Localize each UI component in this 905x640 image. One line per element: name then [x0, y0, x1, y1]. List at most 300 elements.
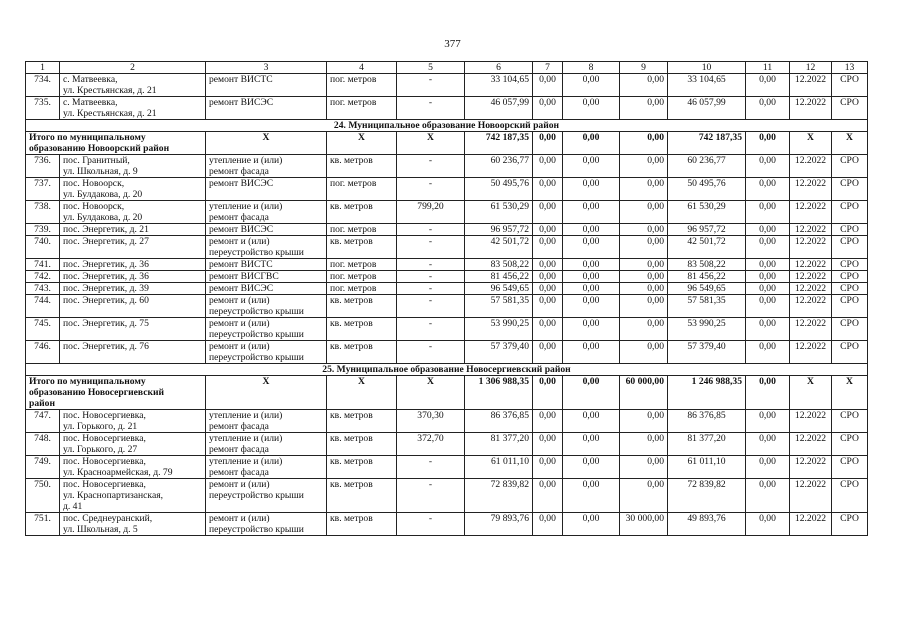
table-cell — [60, 97, 206, 120]
table-cell — [60, 283, 206, 295]
table-cell — [746, 224, 790, 236]
table-cell — [465, 479, 533, 513]
table-cell — [206, 155, 327, 178]
cell-line: ул. Краснопартизанская, — [63, 490, 164, 501]
cell-line: 744. — [34, 295, 51, 306]
cell-line: д. 41 — [63, 501, 83, 512]
table-cell — [746, 155, 790, 178]
cell-line: 0,00 — [647, 318, 664, 329]
cell-line: 57 379,40 — [490, 341, 529, 352]
table-cell — [26, 97, 60, 120]
cell-line: 0,00 — [539, 236, 556, 247]
cell-line: 57 581,35 — [490, 295, 529, 306]
cell-line: 0,00 — [647, 74, 664, 85]
cell-line: 0,00 — [539, 456, 556, 467]
total-label — [26, 376, 206, 410]
cell-line: 743. — [34, 283, 51, 294]
cell-line: пог. метров — [330, 224, 377, 235]
cell-line: Х — [358, 376, 365, 387]
header-cell: 7 — [533, 62, 563, 74]
table-row — [26, 97, 868, 120]
table-cell — [790, 318, 832, 341]
cell-line: переустройство крыши — [209, 247, 304, 258]
table-cell — [620, 513, 668, 536]
cell-line: СРО — [840, 433, 859, 444]
table-cell — [563, 410, 620, 433]
table-cell — [26, 74, 60, 97]
table-cell — [620, 201, 668, 224]
cell-line: - — [428, 236, 433, 247]
table-cell — [60, 74, 206, 97]
table-cell — [746, 259, 790, 271]
table-cell — [397, 295, 465, 318]
table-cell — [832, 271, 868, 283]
cell-line: СРО — [840, 283, 859, 294]
cell-line: пос. Новосергиевка, — [63, 456, 146, 467]
table-cell — [832, 178, 868, 201]
cell-line: 12.2022 — [794, 295, 827, 306]
cell-line: 0,00 — [539, 433, 556, 444]
cell-line: кв. метров — [330, 456, 373, 467]
cell-line: 60 236,77 — [490, 155, 529, 166]
cell-line: район — [29, 398, 55, 409]
cell-line: 751. — [34, 513, 51, 524]
cell-line: пог. метров — [330, 178, 377, 189]
cell-line: пос. Новоорск, — [63, 178, 125, 189]
cell-line: утепление и (или) — [209, 410, 283, 421]
cell-line: 1 246 988,35 — [691, 376, 742, 387]
table-cell — [206, 224, 327, 236]
table-cell — [563, 295, 620, 318]
cell-line: пог. метров — [330, 283, 377, 294]
section-heading-row — [26, 364, 868, 376]
table-cell — [465, 259, 533, 271]
cell-line: ремонт фасада — [209, 166, 269, 177]
table-cell — [533, 479, 563, 513]
table-cell — [620, 97, 668, 120]
cell-line: 742 187,35 — [698, 132, 742, 143]
cell-line: 30 000,00 — [625, 513, 664, 524]
cell-line: 53 990,25 — [687, 318, 726, 329]
cell-line: СРО — [840, 479, 859, 490]
cell-line: 0,00 — [647, 479, 664, 490]
header-cell: 12 — [790, 62, 832, 74]
table-row — [26, 178, 868, 201]
cell-line: 0,00 — [582, 433, 600, 444]
table-cell — [668, 513, 746, 536]
cell-line: 0,00 — [647, 433, 664, 444]
table-cell — [563, 178, 620, 201]
table-cell — [563, 318, 620, 341]
cell-line: 0,00 — [647, 201, 664, 212]
cell-line: 745. — [34, 318, 51, 329]
table-cell — [533, 283, 563, 295]
cell-line: 738. — [34, 201, 51, 212]
total-cell — [327, 132, 397, 155]
table-cell — [620, 456, 668, 479]
table-cell — [790, 513, 832, 536]
table-cell — [465, 224, 533, 236]
table-cell — [563, 74, 620, 97]
table-cell — [465, 433, 533, 456]
table-cell — [668, 97, 746, 120]
cell-line: 0,00 — [582, 376, 600, 387]
total-cell — [563, 132, 620, 155]
table-cell — [832, 97, 868, 120]
table-cell — [60, 410, 206, 433]
table-cell — [790, 178, 832, 201]
cell-line: СРО — [840, 155, 859, 166]
table-cell — [563, 433, 620, 456]
table-cell — [832, 259, 868, 271]
table-cell — [397, 224, 465, 236]
cell-line: кв. метров — [330, 341, 373, 352]
total-cell — [620, 132, 668, 155]
total-cell — [533, 376, 563, 410]
cell-line: ремонт и (или) — [209, 341, 270, 352]
table-cell — [832, 410, 868, 433]
cell-line: 81 456,22 — [687, 271, 726, 282]
table-cell — [60, 271, 206, 283]
total-cell — [397, 132, 465, 155]
cell-line: ремонт и (или) — [209, 236, 270, 247]
table-row — [26, 224, 868, 236]
cell-line: 0,00 — [539, 295, 556, 306]
table-cell — [327, 456, 397, 479]
header-cell: 8 — [563, 62, 620, 74]
cell-line: утепление и (или) — [209, 456, 283, 467]
table-cell — [26, 155, 60, 178]
cell-line: 0,00 — [647, 456, 664, 467]
cell-line: 0,00 — [539, 410, 556, 421]
table-cell — [465, 271, 533, 283]
cell-line: 0,00 — [759, 236, 776, 247]
table-cell — [563, 236, 620, 259]
table-cell — [668, 283, 746, 295]
cell-line: 0,00 — [759, 513, 776, 524]
header-cell: 11 — [746, 62, 790, 74]
table-cell — [60, 479, 206, 513]
cell-line: утепление и (или) — [209, 155, 283, 166]
cell-line: 0,00 — [647, 224, 664, 235]
cell-line: 61 530,29 — [687, 201, 726, 212]
cell-line: Х — [846, 376, 853, 387]
table-cell — [465, 201, 533, 224]
cell-line: 0,00 — [539, 341, 556, 352]
table-cell — [206, 318, 327, 341]
cell-line: ремонт и (или) — [209, 318, 270, 329]
table-cell — [533, 513, 563, 536]
cell-line: 749. — [34, 456, 51, 467]
table-cell — [563, 97, 620, 120]
table-cell — [668, 479, 746, 513]
table-cell — [206, 410, 327, 433]
cell-line: 748. — [34, 433, 51, 444]
cell-line: 736. — [34, 155, 51, 166]
table-cell — [397, 236, 465, 259]
table-cell — [832, 283, 868, 295]
cell-line: 0,00 — [539, 224, 556, 235]
cell-line: переустройство крыши — [209, 352, 304, 363]
table-cell — [327, 236, 397, 259]
cell-line: 0,00 — [647, 178, 664, 189]
total-cell — [533, 132, 563, 155]
table-cell — [397, 155, 465, 178]
table-cell — [26, 295, 60, 318]
table-cell — [26, 479, 60, 513]
table-cell — [327, 155, 397, 178]
cell-line: 0,00 — [582, 132, 600, 143]
table-cell — [790, 295, 832, 318]
cell-line: пог. метров — [330, 74, 377, 85]
cell-line: 12.2022 — [794, 283, 827, 294]
cell-line: пос. Энергетик, д. 21 — [63, 224, 149, 235]
cell-line: 0,00 — [582, 236, 600, 247]
table-cell — [620, 295, 668, 318]
cell-line: утепление и (или) — [209, 433, 283, 444]
cell-line: Итого по муниципальному — [29, 132, 146, 143]
cell-line: СРО — [840, 513, 859, 524]
cell-line: 740. — [34, 236, 51, 247]
cell-line: ул. Школьная, д. 5 — [63, 524, 138, 535]
cell-line: ул. Крестьянская, д. 21 — [63, 85, 157, 96]
table-cell — [668, 318, 746, 341]
table-cell — [746, 236, 790, 259]
table-cell — [397, 178, 465, 201]
cell-line: пос. Энергетик, д. 60 — [63, 295, 149, 306]
table-cell — [397, 97, 465, 120]
table-cell — [60, 341, 206, 364]
table-cell — [533, 259, 563, 271]
table-cell — [465, 178, 533, 201]
cell-line: 0,00 — [759, 318, 776, 329]
cell-line: 81 377,20 — [490, 433, 529, 444]
cell-line: 83 508,22 — [687, 259, 726, 270]
table-body — [26, 62, 868, 536]
table-cell — [26, 513, 60, 536]
cell-line: Х — [262, 132, 270, 143]
cell-line: 0,00 — [582, 271, 600, 282]
table-cell — [746, 433, 790, 456]
cell-line: ремонт ВИСЭС — [209, 97, 274, 108]
table-cell — [397, 74, 465, 97]
cell-line: 79 893,76 — [490, 513, 529, 524]
cell-line: 1 306 988,35 — [478, 376, 529, 387]
table-cell — [465, 155, 533, 178]
table-cell — [533, 456, 563, 479]
table-cell — [397, 283, 465, 295]
cell-line: 0,00 — [647, 283, 664, 294]
cell-line: кв. метров — [330, 236, 373, 247]
cell-line: Итого по муниципальному — [29, 376, 146, 387]
table-cell — [746, 201, 790, 224]
table-cell — [60, 178, 206, 201]
cell-line: пос. Гранитный, — [63, 155, 130, 166]
cell-line: 0,00 — [539, 97, 556, 108]
table-cell — [206, 259, 327, 271]
cell-line: 737. — [34, 178, 51, 189]
table-cell — [206, 433, 327, 456]
cell-line: 12.2022 — [794, 201, 827, 212]
cell-line: 0,00 — [539, 201, 556, 212]
cell-line: 0,00 — [759, 479, 776, 490]
cell-line: 0,00 — [759, 376, 776, 387]
total-cell — [746, 132, 790, 155]
cell-line: с. Матвеевка, — [63, 97, 118, 108]
total-cell — [397, 376, 465, 410]
cell-line: 742. — [34, 271, 51, 282]
cell-line: СРО — [840, 295, 859, 306]
cell-line: 372,70 — [417, 433, 444, 444]
cell-line: ул. Булдакова, д. 20 — [63, 189, 143, 200]
table-cell — [206, 341, 327, 364]
cell-line: - — [428, 271, 433, 282]
cell-line: 12.2022 — [794, 155, 827, 166]
cell-line: СРО — [840, 97, 859, 108]
cell-line: образованию Новосергиевский — [29, 387, 165, 398]
cell-line: 0,00 — [647, 132, 664, 143]
cell-line: - — [428, 318, 433, 329]
cell-line: кв. метров — [330, 479, 373, 490]
table-cell — [327, 318, 397, 341]
table-cell — [563, 513, 620, 536]
cell-line: 49 893,76 — [687, 513, 726, 524]
cell-line: 50 495,76 — [490, 178, 529, 189]
table-cell — [533, 236, 563, 259]
table-cell — [465, 341, 533, 364]
total-cell — [206, 376, 327, 410]
table-cell — [790, 433, 832, 456]
table-cell — [327, 271, 397, 283]
cell-line: 0,00 — [582, 295, 600, 306]
table-cell — [327, 295, 397, 318]
section-heading: 24. Муниципальное образование Новоорский район — [26, 120, 868, 132]
cell-line: кв. метров — [330, 295, 373, 306]
cell-line: 0,00 — [582, 224, 600, 235]
table-cell — [746, 97, 790, 120]
cell-line: Х — [358, 132, 365, 143]
table-cell — [668, 201, 746, 224]
table-cell — [832, 456, 868, 479]
table-row — [26, 433, 868, 456]
table-row — [26, 283, 868, 295]
header-cell: 13 — [832, 62, 868, 74]
cell-line: ремонт и (или) — [209, 295, 270, 306]
total-cell — [746, 376, 790, 410]
table-cell — [26, 283, 60, 295]
cell-line: 57 581,35 — [687, 295, 726, 306]
table-cell — [465, 513, 533, 536]
header-cell: 3 — [206, 62, 327, 74]
table-cell — [620, 259, 668, 271]
total-cell — [832, 376, 868, 410]
table-cell — [746, 456, 790, 479]
table-cell — [832, 295, 868, 318]
table-row — [26, 341, 868, 364]
cell-line: ул. Крестьянская, д. 21 — [63, 108, 157, 119]
cell-line: 12.2022 — [794, 271, 827, 282]
table-cell — [620, 224, 668, 236]
table-row — [26, 259, 868, 271]
table-row — [26, 74, 868, 97]
table-cell — [60, 318, 206, 341]
cell-line: 0,00 — [759, 132, 776, 143]
cell-line: 12.2022 — [794, 433, 827, 444]
table-cell — [790, 155, 832, 178]
cell-line: Х — [807, 132, 814, 143]
cell-line: 746. — [34, 341, 51, 352]
cell-line: 0,00 — [539, 178, 556, 189]
total-cell — [465, 132, 533, 155]
cell-line: Х — [807, 376, 814, 387]
cell-line: 741. — [34, 259, 51, 270]
table-row — [26, 271, 868, 283]
header-cell: 1 — [26, 62, 60, 74]
table-cell — [26, 259, 60, 271]
table-cell — [563, 456, 620, 479]
cell-line: 0,00 — [647, 259, 664, 270]
cell-line: 0,00 — [759, 271, 776, 282]
header-cell: 6 — [465, 62, 533, 74]
cell-line: ремонт фасада — [209, 444, 269, 455]
table-cell — [746, 318, 790, 341]
cell-line: 61 011,10 — [490, 456, 529, 467]
table-cell — [832, 155, 868, 178]
cell-line: - — [428, 283, 433, 294]
section-heading: 25. Муниципальное образование Новосергиевский район — [26, 364, 868, 376]
cell-line: 0,00 — [539, 318, 556, 329]
total-cell — [206, 132, 327, 155]
cell-line: 86 376,85 — [490, 410, 529, 421]
cell-line: 0,00 — [647, 97, 664, 108]
cell-line: пос. Энергетик, д. 36 — [63, 259, 149, 270]
cell-line: ремонт ВИСЭС — [209, 178, 274, 189]
total-cell — [832, 132, 868, 155]
table-cell — [465, 97, 533, 120]
table-cell — [397, 318, 465, 341]
table-cell — [746, 513, 790, 536]
cell-line: - — [428, 155, 433, 166]
table-cell — [60, 201, 206, 224]
cell-line: 0,00 — [759, 456, 776, 467]
cell-line: 12.2022 — [794, 236, 827, 247]
table-cell — [746, 410, 790, 433]
table-cell — [668, 456, 746, 479]
cell-line: ул. Красноармейская, д. 79 — [63, 467, 173, 478]
table-cell — [327, 513, 397, 536]
table-cell — [533, 271, 563, 283]
table-cell — [465, 283, 533, 295]
table-cell — [790, 341, 832, 364]
table-cell — [790, 410, 832, 433]
cell-line: 72 839,82 — [687, 479, 726, 490]
cell-line: кв. метров — [330, 513, 373, 524]
table-row — [26, 456, 868, 479]
table-cell — [746, 178, 790, 201]
cell-line: 742 187,35 — [485, 132, 529, 143]
table-cell — [465, 236, 533, 259]
table-cell — [327, 410, 397, 433]
cell-line: 0,00 — [582, 201, 600, 212]
total-cell — [327, 376, 397, 410]
cell-line: - — [428, 295, 433, 306]
total-row — [26, 132, 868, 155]
cell-line: 0,00 — [759, 341, 776, 352]
cell-line: Х — [427, 376, 434, 387]
table-cell — [327, 433, 397, 456]
table-cell — [668, 155, 746, 178]
cell-line: кв. метров — [330, 155, 373, 166]
